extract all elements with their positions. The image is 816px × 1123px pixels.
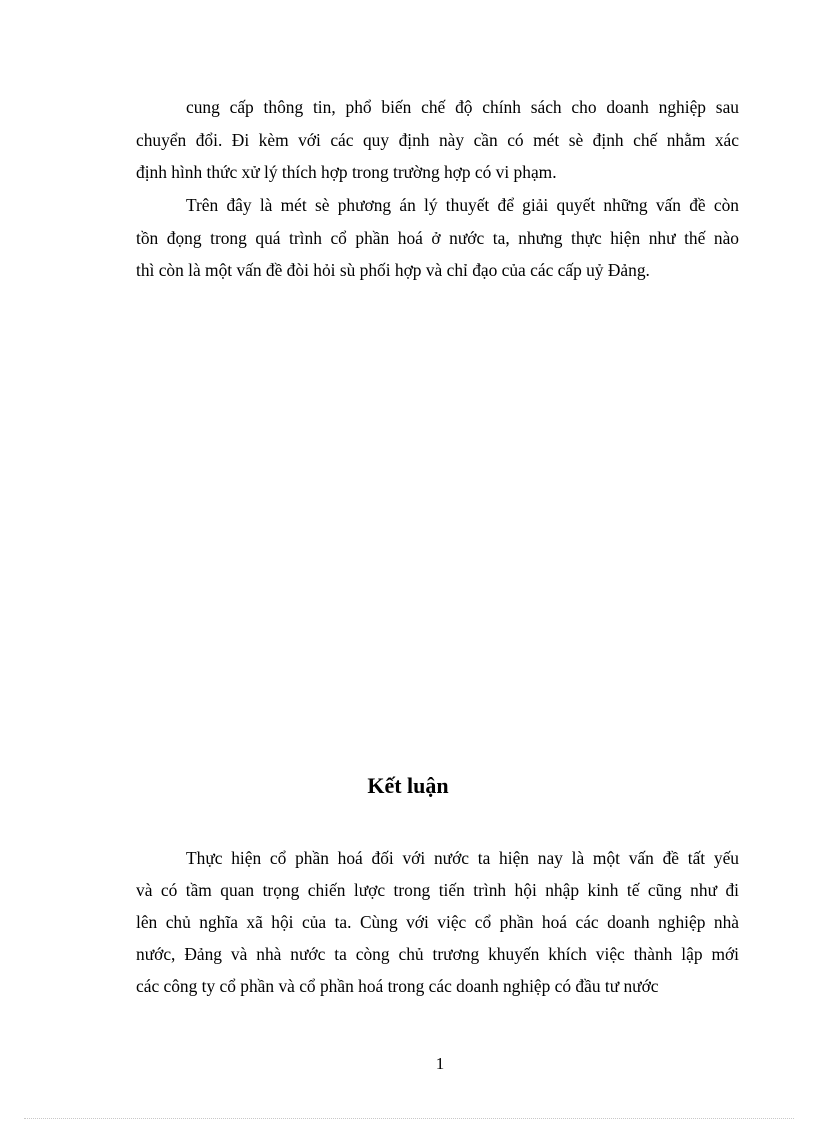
paragraph-1-line-1: cung cấp thông tin, phổ biến chế độ chính sách cho doanh nghiệp sau bbox=[186, 97, 739, 117]
paragraph-1-line-3: định hình thức xử lý thích hợp trong trường hợp có vi phạm. bbox=[136, 162, 557, 182]
paragraph-2-line-3: thì còn là một vấn đề đòi hỏi sù phối hợp và chỉ đạo của các cấp uỷ Đảng. bbox=[136, 260, 650, 280]
page-boundary-divider bbox=[24, 1118, 794, 1119]
paragraph-3-line-5: các công ty cổ phần và cổ phần hoá trong các doanh nghiệp có đầu tư nước bbox=[136, 976, 659, 996]
paragraph-3-line-2: và có tầm quan trọng chiến lược trong tiến trình hội nhập kinh tế cũng như đi bbox=[136, 880, 739, 900]
paragraph-3-line-4: nước, Đảng và nhà nước ta còng chủ trương khuyến khích việc thành lập mới bbox=[136, 944, 739, 964]
paragraph-1-line-2: chuyển đổi. Đi kèm với các quy định này cần có mét sè định chế nhằm xác bbox=[136, 130, 739, 150]
paragraph-3-line-3: lên chủ nghĩa xã hội của ta. Cùng với việc cổ phần hoá các doanh nghiệp nhà bbox=[136, 912, 739, 932]
section-title: Kết luận bbox=[367, 773, 449, 798]
page-number: 1 bbox=[435, 1054, 445, 1073]
paragraph-3-line-1: Thực hiện cổ phần hoá đối với nước ta hiện nay là một vấn đề tất yếu bbox=[186, 848, 739, 868]
paragraph-2-line-2: tồn đọng trong quá trình cổ phần hoá ở nước ta, nhưng thực hiện như thế nào bbox=[136, 228, 739, 248]
paragraph-2-line-1: Trên đây là mét sè phương án lý thuyết để giải quyết những vấn đề còn bbox=[186, 195, 739, 215]
